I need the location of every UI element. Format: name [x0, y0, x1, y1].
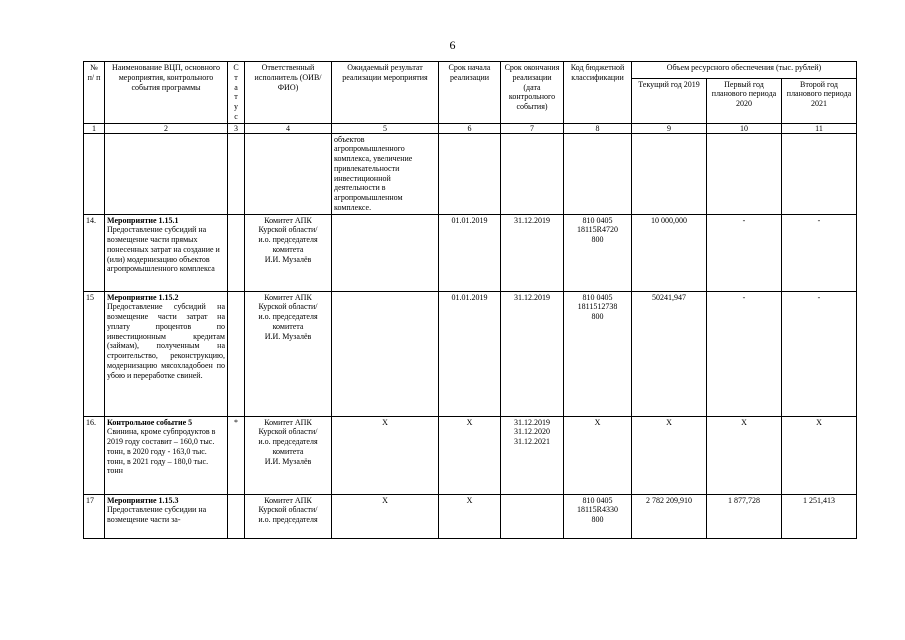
row-responsible [245, 214, 332, 291]
row-y2020 [707, 133, 782, 214]
row-y2020: 1 877,728 [707, 494, 782, 538]
row-result: объектов агропромышленного комплекса, увеличение привлекательности инвестиционной деятельности в агропромышленном комплексе. [332, 133, 439, 214]
row-y2020: - [707, 291, 782, 416]
end-date: 31.12.2019 [514, 417, 550, 427]
row-y2021: - [782, 291, 857, 416]
row-end [501, 291, 564, 416]
responsible-line: Комитет АПК [264, 417, 312, 427]
row-status [228, 214, 245, 291]
code-line: 18115R4330 [576, 505, 619, 515]
row-y2020: - [707, 214, 782, 291]
end-date: 31.12.2019 [514, 292, 550, 302]
row-y2021: 1 251,413 [782, 494, 857, 538]
end-date: 31.12.2021 [514, 437, 550, 446]
row-result [332, 214, 439, 291]
column-number: 7 [501, 123, 564, 133]
responsible-line: и.о. председателя [258, 437, 318, 446]
column-number: 5 [332, 123, 439, 133]
row-y2021: - [782, 214, 857, 291]
end-date: 31.12.2020 [514, 427, 550, 437]
row-end [501, 133, 564, 214]
row-y2019: 50241,947 [632, 291, 707, 416]
responsible-line: Курской области/ [258, 505, 318, 515]
column-number: 10 [707, 123, 782, 133]
header-funding-group: Объем ресурсного обеспечения (тыс. рублей) [632, 62, 857, 79]
program-table [83, 61, 857, 539]
row-name [105, 416, 228, 494]
code-line: 800 [591, 515, 604, 524]
row-start: 01.01.2019 [439, 214, 501, 291]
column-number: 3 [228, 123, 245, 133]
header-name: Наименование ВЦП, основного мероприятия, контрольного события программы [105, 62, 228, 124]
header-year-second: Второй год планового периода 2021 [782, 78, 857, 123]
row-status [228, 133, 245, 214]
row-y2019: X [632, 416, 707, 494]
row-num [84, 133, 105, 214]
responsible-line: Курской области/ [258, 302, 318, 312]
row-status [228, 494, 245, 538]
responsible-line: Комитет АПК [264, 292, 312, 302]
row-name [105, 133, 228, 214]
responsible-line: И.И. Музалёв [264, 254, 312, 264]
row-end [501, 416, 564, 494]
code-line: 800 [591, 235, 604, 244]
row-end [501, 494, 564, 538]
row-responsible [245, 494, 332, 538]
code-line: 810 0405 [582, 215, 613, 225]
row-y2019 [632, 133, 707, 214]
header-start: Срок начала реализации [439, 62, 501, 124]
row-responsible [245, 133, 332, 214]
responsible-line: И.И. Музалёв [264, 331, 312, 341]
code-line: 810 0405 [582, 292, 613, 302]
row-responsible [245, 416, 332, 494]
header-year-current: Текущий год 2019 [632, 78, 707, 123]
responsible-line: Комитет АПК [264, 495, 312, 505]
row-code [564, 291, 632, 416]
code-line: X [594, 417, 601, 427]
responsible-line: Курской области/ [258, 225, 318, 235]
code-line: 18115R4720 [576, 225, 619, 235]
responsible-line: И.И. Музалёв [264, 456, 312, 466]
column-number: 1 [84, 123, 105, 133]
code-line: 800 [591, 312, 604, 321]
row-y2019: 2 782 209,910 [632, 494, 707, 538]
row-status [228, 291, 245, 416]
header-row [84, 62, 857, 79]
end-date: 31.12.2019 [514, 215, 550, 225]
code-line: 1811512738 [577, 302, 618, 312]
table-row [84, 133, 857, 214]
row-result [332, 291, 439, 416]
row-title: Контрольное событие 5 [107, 417, 193, 427]
row-code [564, 494, 632, 538]
row-title: Мероприятие 1.15.3 [107, 495, 179, 505]
code-line: 810 0405 [582, 495, 613, 505]
row-name [105, 214, 228, 291]
column-number: 11 [782, 123, 857, 133]
row-num: 15 [84, 291, 105, 416]
responsible-line: комитета [272, 446, 304, 456]
row-desc: Предоставление субсидий на возмещение части прямых понесенных затрат на создание и (или) модернизацию объектов агропромышленного комплекса [107, 225, 220, 274]
row-result: X [332, 416, 439, 494]
responsible-line: Курской области/ [258, 427, 318, 437]
row-name [105, 494, 228, 538]
row-start: 01.01.2019 [439, 291, 501, 416]
row-end [501, 214, 564, 291]
row-desc: Свинина, кроме субпродуктов в 2019 году составит – 160,0 тыс. тонн, в 2020 году - 163,0 тыс. тонн, в 2021 году – 180,0 тыс. тонн [107, 427, 216, 476]
row-title: Мероприятие 1.15.2 [107, 292, 179, 302]
header-status: С т а т у с [228, 62, 245, 124]
responsible-line: комитета [272, 244, 304, 254]
row-num: 16. [84, 416, 105, 494]
responsible-line: и.о. председателя [258, 235, 318, 244]
row-desc: Предоставление субсидии на возмещение части за- [107, 505, 207, 524]
table-row [84, 416, 857, 494]
table-row [84, 214, 857, 291]
column-number: 6 [439, 123, 501, 133]
responsible-line: комитета [272, 321, 304, 331]
header-result: Ожидаемый результат реализации мероприятия [332, 62, 439, 124]
row-code [564, 133, 632, 214]
row-code [564, 416, 632, 494]
column-number: 8 [564, 123, 632, 133]
column-number: 2 [105, 123, 228, 133]
row-result: X [332, 494, 439, 538]
responsible-line: Комитет АПК [264, 215, 312, 225]
row-start [439, 133, 501, 214]
row-desc: Предоставление субсидий на возмещение части затрат на уплату процентов по инвестиционным кредитам (займам), полученным на строительство, реконструкцию, модернизацию мясохладобоен по убою и переработке свиней. [107, 302, 225, 380]
header-budget-code: Код бюджетной классификации [564, 62, 632, 124]
header-responsible: Ответственный исполнитель (ОИВ/ФИО) [245, 62, 332, 124]
row-y2019: 10 000,000 [632, 214, 707, 291]
table-row [84, 291, 857, 416]
row-responsible [245, 291, 332, 416]
header-num: № п/ п [84, 62, 105, 124]
row-start: X [439, 416, 501, 494]
page-number: 6 [449, 38, 456, 52]
header-year-first: Первый год планового периода 2020 [707, 78, 782, 123]
row-name [105, 291, 228, 416]
row-y2021 [782, 133, 857, 214]
header-end: Срок окончания реализации (дата контрольного события) [501, 62, 564, 124]
column-number: 9 [632, 123, 707, 133]
table-row [84, 494, 857, 538]
row-code [564, 214, 632, 291]
row-title: Мероприятие 1.15.1 [107, 215, 179, 225]
responsible-line: и.о. председателя [258, 312, 318, 321]
column-number: 4 [245, 123, 332, 133]
row-y2020: X [707, 416, 782, 494]
row-num: 17 [84, 494, 105, 538]
responsible-line: и.о. председателя [258, 515, 318, 524]
row-y2021: X [782, 416, 857, 494]
row-status: * [228, 416, 245, 494]
row-num: 14. [84, 214, 105, 291]
row-start: X [439, 494, 501, 538]
column-number-row [84, 123, 857, 133]
